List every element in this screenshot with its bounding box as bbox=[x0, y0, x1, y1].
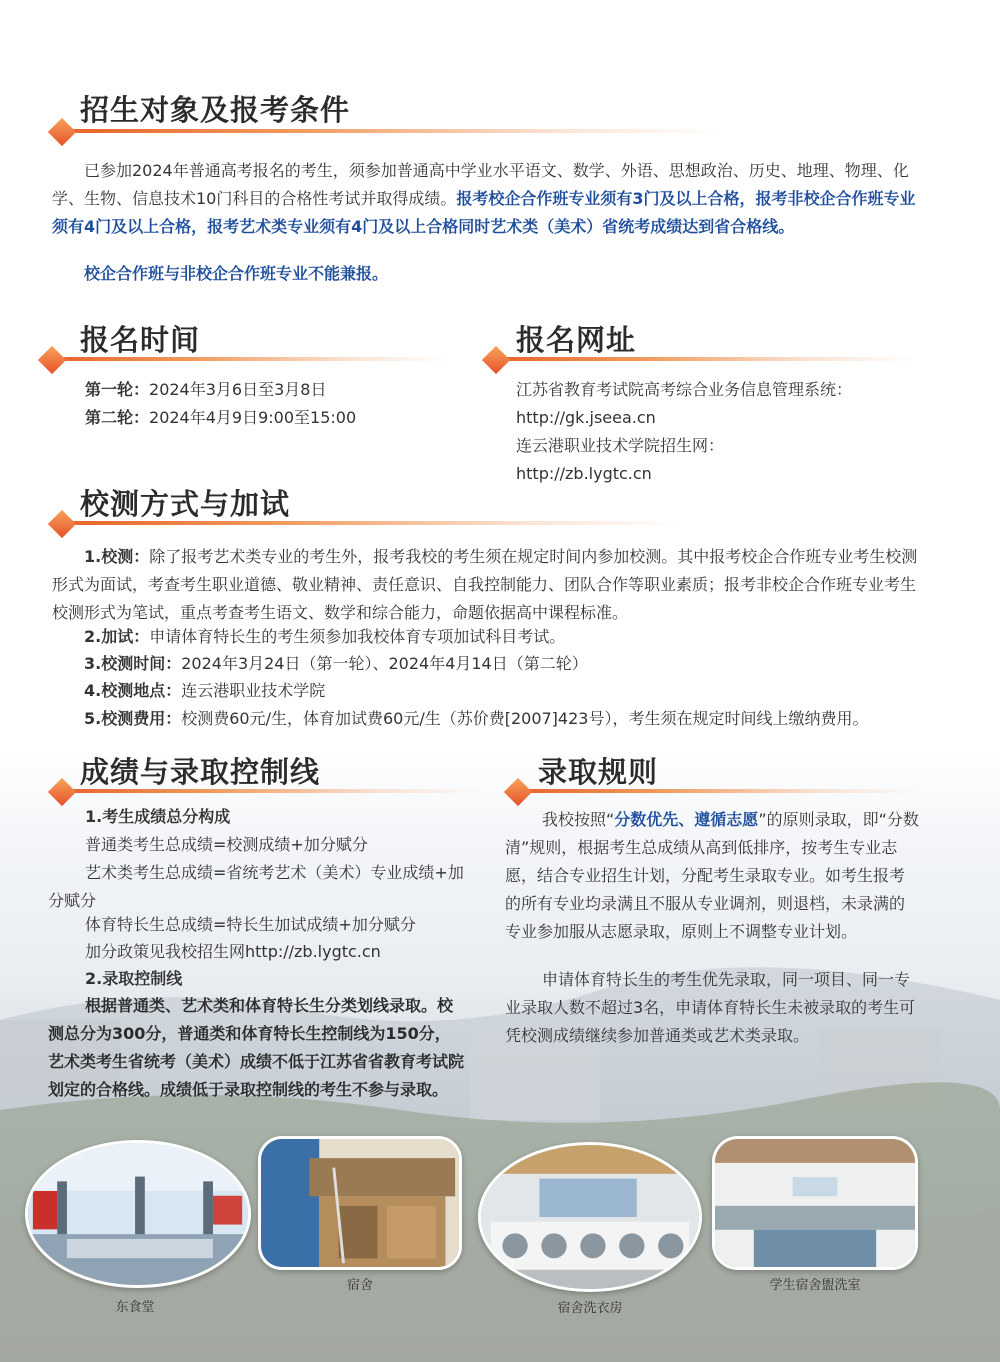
site-line-1: 江苏省教育考试院高考综合业务信息管理系统： bbox=[516, 380, 853, 399]
section-marker-icon bbox=[504, 778, 532, 806]
test-item-3 bbox=[52, 650, 920, 678]
test-item-3-label: 3.校测时间： bbox=[84, 654, 182, 673]
test-item-1 bbox=[52, 543, 920, 627]
section-marker-icon bbox=[482, 346, 510, 374]
admission-requirement: 报考校企合作班专业须有3门及以上合格，报考非校企合作班专业须有4门及以上合格，报考艺术类专业须有4门及以上合格同时艺术类（美术）省统考成绩达到省合格线。 bbox=[52, 189, 916, 236]
rules-principle: 分数优先、遵循志愿 bbox=[614, 810, 759, 829]
test-item-1-text: 除了报考艺术类专业的考生外，报考我校的考生须在规定时间内参加校测。其中报考校企合作班专业考生校测形式为面试，考查考生职业道德、敬业精神、责任意识、自我控制能力、团队合作等职业素质；报考非校企合作班专业考生校测形式为笔试，重点考查考生语文、数学和综合能力，命题依据高中课程标准。 bbox=[52, 547, 918, 622]
test-item-4-text: 连云港职业技术学院 bbox=[181, 681, 326, 700]
caption-canteen: 东食堂 bbox=[115, 1300, 155, 1315]
registration-site-title: 报名网址 bbox=[516, 323, 637, 357]
caption-washroom: 学生宿舍盥洗室 bbox=[769, 1278, 861, 1293]
caption-laundry: 宿舍洗衣房 bbox=[557, 1301, 623, 1316]
photo-laundry bbox=[478, 1142, 702, 1292]
scores-line-4: 加分政策见我校招生网http://zb.lygtc.cn bbox=[85, 942, 381, 961]
site-link-2[interactable]: http://zb.lygtc.cn bbox=[516, 464, 652, 483]
site-link-1[interactable]: http://gk.jseea.cn bbox=[516, 408, 656, 427]
test-item-4 bbox=[52, 677, 920, 705]
admission-note: 校企合作班与非校企合作班专业不能兼报。 bbox=[84, 264, 389, 283]
scores-line-3: 体育特长生总成绩=特长生加试成绩+加分赋分 bbox=[85, 915, 416, 934]
round2-label: 第二轮： bbox=[85, 408, 150, 427]
round1-label: 第一轮： bbox=[85, 380, 150, 399]
admission-title: 招生对象及报考条件 bbox=[80, 93, 351, 127]
section-underline bbox=[62, 129, 722, 133]
registration-time-title: 报名时间 bbox=[80, 323, 201, 357]
scores-heading-2: 2.录取控制线 bbox=[85, 969, 183, 988]
scores-paragraph-2: 根据普通类、艺术类和体育特长生分类划线录取。校测总分为300分，普通类和体育特长生控制线为150分，艺术类考生省统考（美术）成绩不低于江苏省省教育考试院划定的合格线。成绩低于录取控制线的考生不参与录取。 bbox=[48, 996, 465, 1099]
scores-line-2: 艺术类考生总成绩=省统考艺术（美术）专业成绩+加分赋分 bbox=[48, 863, 464, 910]
test-item-2-text: 申请体育特长生的考生须参加我校体育专项加试科目考试。 bbox=[149, 627, 566, 646]
admission-text: 已参加2024年普通高考报名的考生，须参加普通高中学业水平语文、数学、外语、思想政治、历史、地理、物理、化学、生物、信息技术10门科目的合格性考试并取得成绩。 bbox=[52, 161, 909, 208]
scores-line-1: 普通类考生总成绩=校测成绩+加分赋分 bbox=[85, 835, 368, 854]
rules-title: 录取规则 bbox=[538, 755, 659, 789]
rules-paragraph-1 bbox=[505, 806, 920, 946]
scores-heading-1: 1.考生成绩总分构成 bbox=[85, 807, 231, 826]
round1-value: 2024年3月6日至3月8日 bbox=[149, 380, 327, 399]
rules-paragraph-2: 申请体育特长生的考生优先录取，同一项目、同一专业录取人数不超过3名，申请体育特长生未被录取的考生可凭校测成绩继续参加普通类或艺术类录取。 bbox=[505, 970, 916, 1045]
test-item-2 bbox=[52, 623, 920, 651]
test-item-5-label: 5.校测费用： bbox=[84, 709, 182, 728]
section-marker-icon bbox=[48, 510, 76, 538]
site-line-3: 连云港职业技术学院招生网： bbox=[516, 436, 725, 455]
test-item-5 bbox=[52, 705, 932, 733]
test-item-2-label: 2.加试： bbox=[84, 627, 150, 646]
round2-value: 2024年4月9日9:00至15:00 bbox=[149, 408, 357, 427]
admission-paragraph bbox=[52, 157, 920, 241]
test-item-4-label: 4.校测地点： bbox=[84, 681, 182, 700]
section-marker-icon bbox=[38, 346, 66, 374]
round1-line bbox=[85, 376, 485, 404]
photo-dormitory bbox=[258, 1136, 462, 1270]
test-item-5-text: 校测费60元/生，体育加试费60元/生（苏价费[2007]423号），考生须在规定时间线上缴纳费用。 bbox=[181, 709, 869, 728]
rules-text-a: 我校按照“ bbox=[542, 810, 615, 829]
test-item-3-text: 2024年3月24日（第一轮）、2024年4月14日（第二轮） bbox=[181, 654, 588, 673]
rules-text-b: ”的原则录取，即“分数清”规则，根据考生总成绩从高到低排序，按考生专业志愿，结合专业招生计划，分配考生录取专业。如考生报考的所有专业均录满且不服从专业调剂，则退档，未录满的专业参加服从志愿录取，原则上不调整专业计划。 bbox=[505, 810, 919, 941]
test-item-1-label: 1.校测： bbox=[84, 547, 150, 566]
photo-washroom bbox=[712, 1136, 918, 1270]
photo-canteen bbox=[25, 1140, 251, 1288]
admission-note-paragraph bbox=[52, 260, 920, 288]
section-marker-icon bbox=[48, 118, 76, 146]
caption-dormitory: 宿舍 bbox=[346, 1278, 373, 1293]
test-title: 校测方式与加试 bbox=[80, 487, 291, 521]
section-marker-icon bbox=[48, 778, 76, 806]
round2-line bbox=[85, 404, 485, 432]
scores-title: 成绩与录取控制线 bbox=[80, 755, 321, 789]
